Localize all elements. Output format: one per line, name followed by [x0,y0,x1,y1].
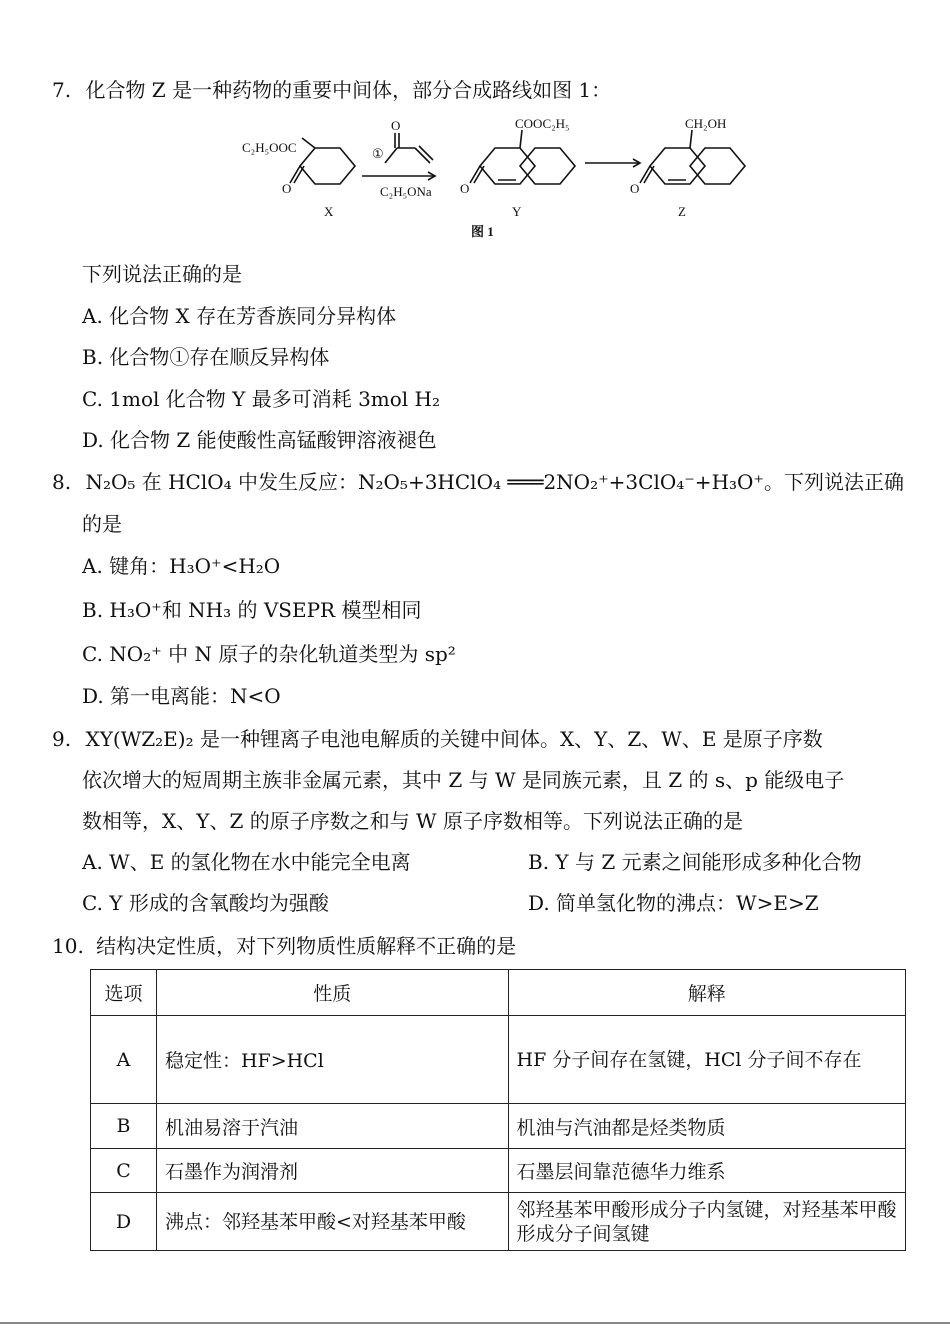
x-substituent: C₂H₅OOC [242,140,297,155]
q9-option-d: D. 简单氢化物的沸点：W>E>Z [528,891,819,915]
q9-option-a: A. W、E 的氢化物在水中能完全电离 [82,850,411,874]
z-substituent: CH₂OH [685,116,727,131]
figure-caption: 图 1 [471,224,494,239]
q9-option-b: B. Y 与 Z 元素之间能形成多种化合物 [528,850,862,874]
q10-number: 10. [52,934,84,958]
y-label: Y [512,204,522,219]
x-oxygen: O [282,181,292,196]
q7-stem-line [52,74,611,103]
row-b-explanation: 机油与汽油都是烃类物质 [508,1104,905,1149]
reagent-base: C₂H₅ONa [380,184,432,199]
table-row [91,1016,906,1104]
q8-stem-line1 [52,466,904,495]
header-explanation: 解释 [508,970,905,1016]
page-bottom-rule [0,1322,950,1324]
q10-stem: 结构决定性质，对下列物质性质解释不正确的是 [96,934,517,958]
reagent-oxygen: O [391,118,401,133]
q7-option-c: C. 1mol 化合物 Y 最多可消耗 3mol H₂ [82,387,441,411]
q7-option-a: A. 化合物 X 存在芳香族同分异构体 [82,304,397,328]
q9-stem-2: 依次增大的短周期主族非金属元素，其中 Z 与 W 是同族元素，且 Z 的 s、p 能级电子 [82,768,845,792]
q8-option-d: D. 第一电离能：N<O [82,684,281,708]
q8-stem-2: 的是 [82,512,122,536]
q7-option-b: B. 化合物①存在顺反异构体 [82,345,330,369]
q7-number: 7. [52,78,72,102]
q9-stem-1: XY(WZ₂E)₂ 是一种锂离子电池电解质的关键中间体。X、Y、Z、W、E 是原子序数 [85,727,823,751]
row-a-explanation: HF 分子间存在氢键，HCl 分子间不存在 [508,1016,905,1104]
row-a-property: 稳定性：HF>HCl [156,1016,508,1104]
q8-option-a: A. 键角：H₃O⁺<H₂O [82,554,281,578]
q8-option-b: B. H₃O⁺和 NH₃ 的 VSEPR 模型相同 [82,598,422,622]
q8-number: 8. [52,470,72,494]
q8-stem-1: N₂O₅ 在 HClO₄ 中发生反应：N₂O₅+3HClO₄ ═══2NO₂⁺+3ClO₄⁻+H₃O⁺。下列说法正确 [85,470,904,494]
table-row [91,1104,906,1149]
q10-stem-line [52,930,516,959]
q7-synthesis-figure [230,108,750,243]
q9-number: 9. [52,727,72,751]
header-property: 性质 [156,970,508,1016]
row-c-property: 石墨作为润滑剂 [156,1149,508,1193]
z-oxygen: O [630,181,640,196]
row-d-explanation: 邻羟基苯甲酸形成分子内氢键，对羟基苯甲酸形成分子间氢键 [508,1193,905,1251]
header-option: 选项 [91,970,157,1016]
y-oxygen: O [460,181,470,196]
q8-option-c: C. NO₂⁺ 中 N 原子的杂化轨道类型为 sp² [82,642,456,666]
row-b-property: 机油易溶于汽油 [156,1104,508,1149]
table-header-row [91,970,906,1016]
y-substituent: COOC₂H₅ [515,116,570,131]
row-c-explanation: 石墨层间靠范德华力维系 [508,1149,905,1193]
z-label: Z [678,204,686,219]
row-a-option: A [91,1016,157,1104]
q7-prompt: 下列说法正确的是 [82,262,242,286]
x-label: X [324,204,334,219]
q10-table [90,969,906,1251]
table-row [91,1149,906,1193]
q7-stem: 化合物 Z 是一种药物的重要中间体，部分合成路线如图 1： [85,78,612,102]
table-row [91,1193,906,1251]
q9-stem-3: 数相等，X、Y、Z 的原子序数之和与 W 原子序数相等。下列说法正确的是 [82,809,743,833]
q9-stem-line1 [52,723,823,752]
q9-option-c: C. Y 形成的含氧酸均为强酸 [82,891,329,915]
q7-option-d: D. 化合物 Z 能使酸性高锰酸钾溶液褪色 [82,428,437,452]
reagent-circle-1: ① [372,146,384,161]
row-c-option: C [91,1149,157,1193]
row-d-property: 沸点：邻羟基苯甲酸<对羟基苯甲酸 [156,1193,508,1251]
row-d-option: D [91,1193,157,1251]
row-b-option: B [91,1104,157,1149]
